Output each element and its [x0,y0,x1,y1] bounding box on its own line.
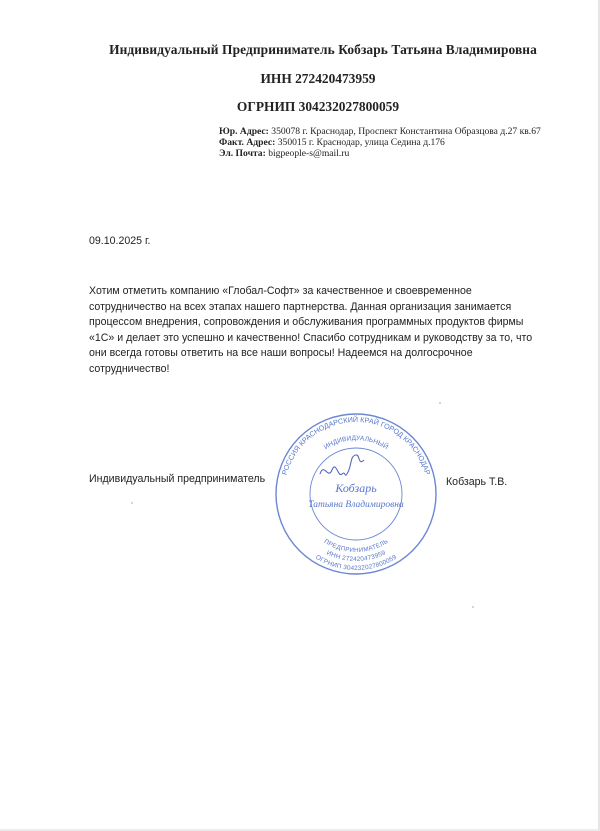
handwritten-signature [318,452,368,482]
letterhead-ogrnip: ОГРНИП 304232027800059 [236,99,400,114]
legal-address-row [219,126,541,137]
stamp-inner-top-text: ИНДИВИДУАЛЬНЫЙ [322,434,390,452]
stamp-outer-text: РОССИЯ КРАСНОДАРСКИЙ КРАЙ ГОРОД КРАСНОДАР [279,414,433,476]
scan-speck [131,502,133,504]
actual-address-value: 350015 г. Краснодар, улица Седина д.176 [277,137,445,148]
actual-address-row [219,137,541,148]
legal-address-value: 350078 г. Краснодар, Проспект Константина Образцова д.27 кв.67 [271,126,541,137]
stamp-bottom-ogrnip: ОГРНИП 304232027800059 [314,553,398,573]
legal-address-label: Юр. Адрес: [219,126,269,137]
signatory-name: Кобзарь Т.В. [446,476,508,488]
address-block [219,126,541,159]
letter-date: 09.10.2025 г. [89,235,151,247]
letterhead-title: Индивидуальный Предприниматель Кобзарь Татьяна Владимировна [109,42,537,57]
letter-body: Хотим отметить компанию «Глобал-Софт» за качественное и своевременное сотрудничество на всех этапах нашего партнерства. Данная организация занимается процессом внедрения, сопровождения и обслуживания программных продуктов фирмы «1С» и делает это успешно и качественно! Спасибо сотрудникам и руководству за то, что они всегда готовы ответить на все наши вопросы! Надеемся на долгосрочное сотрудничество! [89,285,533,375]
email-value: bigpeople-s@mail.ru [268,148,350,159]
stamp-center-name: Татьяна Владимировна [308,500,404,510]
official-stamp [272,410,440,578]
letterhead-inn: ИНН 272420473959 [260,71,376,86]
scan-speck [439,402,441,404]
actual-address-label: Факт. Адрес: [219,137,276,148]
email-row [219,148,541,159]
stamp-bottom-title: ПРЕДПРИНИМАТЕЛЬ [322,538,390,555]
stamp-bottom-inn: ИНН 272420473959 [325,549,387,564]
signatory-position: Индивидуальный предприниматель [89,473,266,485]
scan-speck [472,606,474,608]
email-label: Эл. Почта: [219,148,266,159]
stamp-center-surname: Кобзарь [335,481,377,495]
